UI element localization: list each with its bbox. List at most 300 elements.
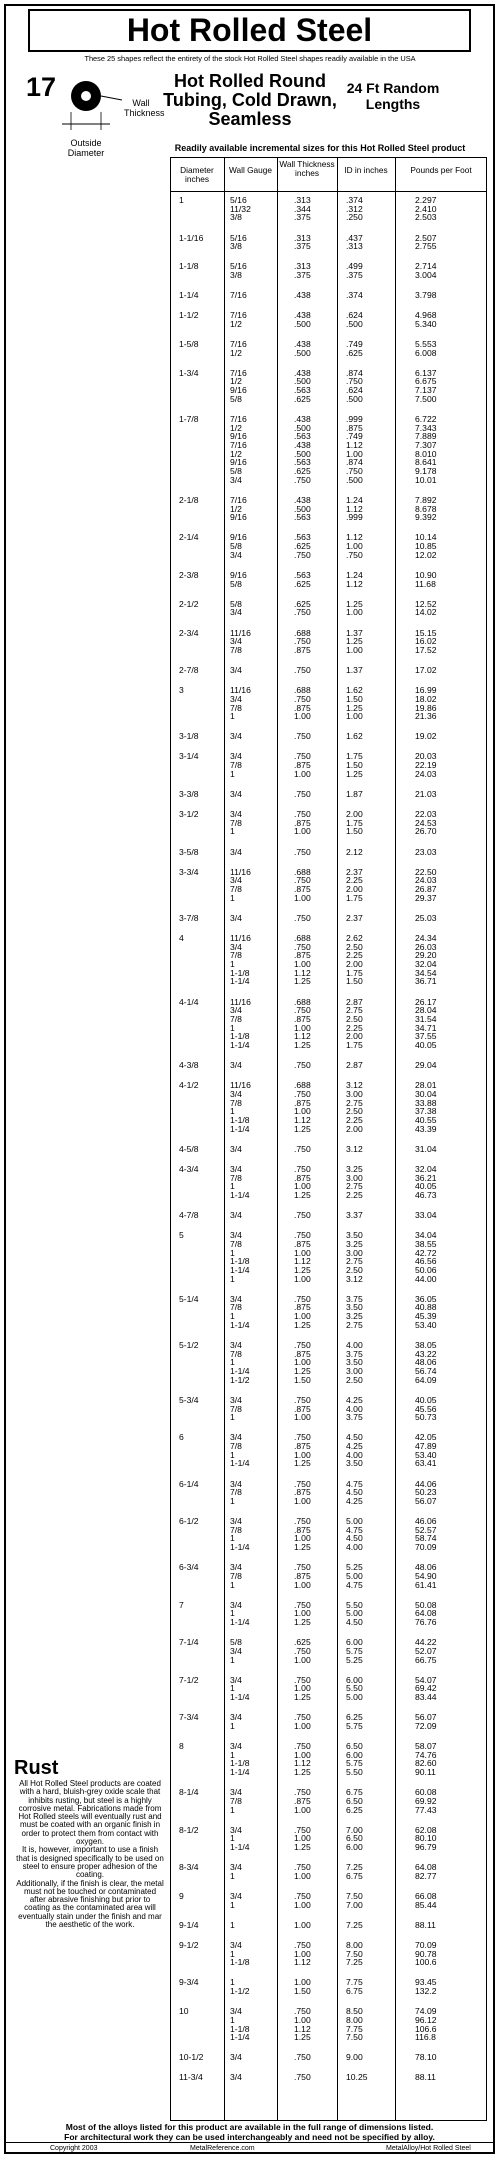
cell-inside-diameter: 3.50 3.25 3.00 2.75 2.50 3.12 [346,1230,363,1284]
cell-inside-diameter: 7.50 7.00 [346,1890,363,1910]
table-row [170,1341,487,1396]
table-row [170,732,487,752]
cell-wall-gauge: 7/16 1/2 9/16 7/16 1/2 9/16 5/8 3/4 [230,413,247,485]
cell-wall-gauge: 3/4 1 1-1/4 [230,1824,250,1853]
table-row [170,629,487,667]
cell-diameter: 2-1/2 [179,598,199,609]
cell-wall-gauge: 3/4 [230,731,242,742]
cell-wall-thickness: .750 [294,2052,311,2063]
table-row [170,1892,487,1921]
table-row [170,790,487,810]
cell-inside-diameter: 1.75 1.50 1.25 [346,751,363,779]
footer [4,2142,495,2155]
table-row [170,1863,487,1892]
cell-pounds-per-foot: 28.01 30.04 33.88 37.38 40.55 43.39 [415,1080,437,1134]
footnote-line-2: For architectural work they can be used interchangeably and need not be specified by alloy. [64,2132,435,2142]
cell-diameter: 1-1/4 [179,290,199,301]
col-header-diameter: Diameter inches [180,165,214,184]
cell-wall-gauge: 3/4 7/8 1 [230,1787,242,1815]
cell-diameter: 5-3/4 [179,1394,199,1405]
cell-wall-gauge: 9/16 5/8 3/4 [230,532,247,560]
cell-wall-gauge: 7/16 1/2 [230,310,247,329]
cell-pounds-per-foot: 15.15 16.02 17.52 [415,627,437,655]
cell-wall-gauge: 3/4 7/8 1 [230,1562,242,1590]
cell-inside-diameter: .999 .875 .749 1.12 1.00 .874 .750 .500 [346,413,363,485]
tube-bore [81,91,91,101]
cell-diameter: 4-1/2 [179,1080,199,1091]
cell-wall-gauge: 3/4 1 1-1/8 1-1/4 [230,1741,250,1778]
cell-wall-gauge: 5/8 3/4 [230,598,242,618]
table-row [170,600,487,629]
cell-diameter: 8 [179,1741,184,1751]
cell-wall-gauge: 3/4 7/8 1 1-1/4 [230,1432,250,1469]
table-row [170,1978,487,2007]
cell-wall-gauge: 3/4 1 [230,1890,242,1910]
table-row [170,1826,487,1864]
cell-inside-diameter: 7.25 6.75 [346,1862,363,1881]
cell-wall-thickness: .750 [294,2072,311,2083]
table-row [170,1061,487,1081]
col-header-id: ID in inches [344,165,388,175]
cell-pounds-per-foot: 74.09 96.12 106.6 116.8 [415,2006,437,2043]
cell-pounds-per-foot: 29.04 [415,1060,437,1071]
cell-pounds-per-foot: 42.05 47.89 53.40 63.41 [415,1432,437,1469]
cell-wall-gauge: 3/4 [230,1143,242,1154]
footnote [4,2122,495,2142]
table-row [170,1145,487,1165]
cell-diameter: 9 [179,1890,184,1901]
cell-wall-gauge: 11/16 3/4 7/8 1 [230,685,251,722]
cell-inside-diameter: 2.62 2.50 2.25 2.00 1.75 1.50 [346,932,363,987]
cell-wall-gauge: 11/16 3/4 7/8 1 1-1/8 1-1/4 [230,996,251,1051]
cell-diameter: 5-1/2 [179,1339,199,1350]
cell-inside-diameter: 6.00 5.75 5.25 [346,1637,363,1665]
cell-wall-thickness: .750 1.00 [294,1712,311,1731]
table-row [170,1480,487,1518]
cell-diameter: 7-3/4 [179,1712,199,1723]
cell-wall-gauge: 3/4 7/8 1 1-1/4 [230,1163,250,1200]
cell-pounds-per-foot: 10.14 10.85 12.02 [415,532,437,560]
cell-pounds-per-foot: 34.04 38.55 42.72 46.56 50.06 44.00 [415,1230,437,1284]
table-row [170,1788,487,1826]
cell-inside-diameter: 3.25 3.00 2.75 2.25 [346,1163,363,1200]
cell-inside-diameter: 1.12 1.00 .750 [346,532,363,560]
cell-pounds-per-foot: 88.11 [415,1919,436,1930]
cell-diameter: 2-1/8 [179,494,199,505]
cell-pounds-per-foot: 33.04 [415,1210,437,1221]
cell-wall-thickness: .563 .625 [294,569,311,589]
outside-diameter-label: Outside Diameter [67,138,105,158]
cell-diameter: 4 [179,932,184,943]
cell-diameter: 3-5/8 [179,846,199,857]
cell-inside-diameter: 3.12 [346,1143,363,1154]
stock-lengths: 24 Ft Random Lengths [346,80,440,112]
cell-pounds-per-foot: 60.08 69.92 77.43 [415,1787,437,1815]
cell-pounds-per-foot: 58.07 74.76 82.60 90.11 [415,1741,437,1778]
cell-wall-thickness: .750 .875 1.00 [294,1394,311,1423]
cell-diameter: 4-7/8 [179,1210,199,1221]
cell-diameter: 6-1/2 [179,1516,199,1527]
rust-text: All Hot Rolled Steel products are coated with a hard, bluish-grey oxide scale that inhibits rusting, but steel is a highly corrosive metal. Fabrications made from Hot Rolled steels will eventually rust and must be coated with an organic finish in order to protect them from contact with oxygen. It is, however, important to use a finish that is designed specifically to be used on steel to ensure proper adhesion of the coating. Additionally, if the finish is clear, the metal must not be touched or contaminated after abrasive finishing but prior to coating as the contaminated area will eventually stain under the finish and mar the aesthetic of the work. [16,1779,164,1930]
cell-inside-diameter: 1.24 1.12 .999 [346,494,363,523]
cell-inside-diameter: 1.62 1.50 1.25 1.00 [346,685,363,722]
cell-diameter: 10-1/2 [179,2052,204,2063]
cell-pounds-per-foot: 17.02 [415,665,437,676]
table-row [170,868,487,914]
cell-wall-gauge: 11/16 3/4 7/8 1 [230,866,251,903]
cell-wall-gauge: 3/4 7/8 1 1-1/8 1-1/4 1 [230,1230,250,1284]
cell-diameter: 4-1/4 [179,996,199,1007]
cell-wall-thickness: .750 .875 1.00 [294,1562,311,1590]
table-row [170,666,487,686]
table-row [170,291,487,311]
cell-inside-diameter: 5.50 5.00 4.50 [346,1599,363,1628]
cell-diameter: 2-7/8 [179,665,199,676]
cell-wall-thickness: .750 1.00 1.12 1.25 [294,2006,311,2043]
cell-wall-gauge: 1 [230,1919,235,1930]
cell-diameter: 4-5/8 [179,1143,199,1154]
cell-wall-thickness: 1.00 1.50 [294,1977,311,1997]
cell-diameter: 3-3/8 [179,788,199,799]
cell-inside-diameter: 3.12 3.00 2.75 2.50 2.25 2.00 [346,1080,363,1134]
cell-wall-gauge: 5/8 3/4 1 [230,1637,242,1665]
table-row [170,2007,487,2053]
cell-diameter: 3-7/8 [179,912,199,923]
cell-diameter: 2-3/8 [179,569,199,580]
cell-wall-gauge: 1 1-1/2 [230,1977,250,1997]
table-row [170,415,487,496]
table-row [170,1713,487,1742]
cell-wall-thickness: .750 1.00 1.25 [294,1599,311,1628]
cell-inside-diameter: 1.62 [346,731,363,742]
cell-wall-thickness: .688 .750 .875 1.00 1.12 1.25 [294,1080,311,1134]
cell-diameter: 8-1/2 [179,1824,199,1835]
wall-thickness-label: Wall Thickness [124,98,165,118]
cell-inside-diameter: 1.25 1.00 [346,598,363,618]
cell-pounds-per-foot: 24.34 26.03 29.20 32.04 34.54 36.71 [415,932,437,987]
table-row [170,1517,487,1563]
cell-pounds-per-foot: 10.90 11.68 [415,569,437,589]
cell-inside-diameter: 4.25 4.00 3.75 [346,1394,363,1423]
cell-wall-thickness: .438 [294,290,311,301]
cell-wall-thickness: .750 1.00 1.12 [294,1939,311,1968]
cell-wall-thickness: .688 .750 .875 1.00 1.12 1.25 [294,996,311,1051]
cell-wall-gauge: 3/4 7/8 1 [230,1394,242,1423]
cell-diameter: 7 [179,1599,184,1610]
cell-wall-thickness: .750 [294,665,311,676]
cell-wall-thickness: .750 1.00 [294,1862,311,1881]
cell-diameter: 2-1/4 [179,532,199,543]
table-row [170,1211,487,1231]
table-row [170,1396,487,1434]
table-row [170,1676,487,1714]
col-header-wall-gauge: Wall Gauge [228,165,273,175]
page-title: Hot Rolled Steel [28,9,471,52]
cell-inside-diameter: 6.75 6.50 6.25 [346,1787,363,1815]
cell-inside-diameter: 7.25 [346,1919,363,1930]
cell-inside-diameter: 7.00 6.50 6.00 [346,1824,363,1853]
cell-pounds-per-foot: 26.17 28.04 31.54 34.71 37.55 40.05 [415,996,437,1051]
table-row [170,1231,487,1295]
rust-heading: Rust [14,1757,59,1779]
cell-inside-diameter: 4.00 3.75 3.50 3.00 2.50 [346,1339,363,1385]
table-row [170,1295,487,1341]
cell-pounds-per-foot: 2.714 3.004 [415,261,437,280]
cell-wall-gauge: 3/4 1 [230,1712,242,1731]
cell-pounds-per-foot: 54.07 69.42 83.44 [415,1674,437,1703]
cell-pounds-per-foot: 70.09 90.78 100.6 [415,1939,437,1968]
cell-diameter: 9-1/4 [179,1919,199,1930]
cell-inside-diameter: .499 .375 [346,261,363,280]
cell-inside-diameter: 4.50 4.25 4.00 3.50 [346,1432,363,1469]
cell-wall-gauge: 5/16 3/8 [230,261,247,280]
cell-inside-diameter: .624 .500 [346,310,363,329]
table-row [170,1742,487,1788]
cell-pounds-per-foot: 44.06 50.23 56.07 [415,1478,437,1506]
product-name: Hot Rolled Round Tubing, Cold Drawn, Seamless [163,71,337,129]
table-row [170,1433,487,1479]
cell-wall-gauge: 3/4 7/8 1 [230,751,242,779]
cell-inside-diameter: .874 .750 .624 .500 [346,367,363,404]
cell-inside-diameter: .749 .625 [346,338,363,358]
cell-diameter: 2-3/4 [179,627,199,638]
cell-wall-thickness: .313 .375 [294,232,311,252]
cell-wall-gauge: 3/4 [230,1210,242,1221]
cell-inside-diameter: 2.00 1.75 1.50 [346,809,363,837]
cell-pounds-per-foot: 38.05 43.22 48.06 56.74 64.09 [415,1339,437,1385]
cell-diameter: 3-3/4 [179,866,199,877]
cell-wall-gauge: 3/4 [230,2072,242,2083]
table-row [170,496,487,534]
cell-wall-thickness: .750 1.00 1.25 [294,1674,311,1703]
cell-inside-diameter: 6.25 5.75 [346,1712,363,1731]
table-row [170,234,487,263]
cell-diameter: 7-1/4 [179,1637,199,1648]
cell-pounds-per-foot: 62.08 80.10 96.79 [415,1824,437,1853]
cell-diameter: 9-1/2 [179,1939,199,1950]
table-row [170,1921,487,1941]
cell-wall-gauge: 11/16 3/4 7/8 [230,627,251,655]
cell-wall-thickness: .750 .875 1.00 1.25 [294,1432,311,1469]
cell-pounds-per-foot: 88.11 [415,2072,436,2083]
cell-wall-thickness: .313 .344 .375 [294,195,311,223]
cell-diameter: 1-7/8 [179,413,199,424]
cell-wall-gauge: 11/16 3/4 7/8 1 1-1/8 1-1/4 [230,1080,251,1134]
cell-wall-thickness: .750 [294,1210,311,1221]
cell-diameter: 3-1/8 [179,731,199,742]
site-name: MetalReference.com [190,2145,255,2152]
table-row [170,1601,487,1639]
copyright: Copyright 2003 [50,2145,98,2152]
cell-pounds-per-foot: 22.03 24.53 26.70 [415,809,437,837]
wall-thickness-arrow [101,96,122,100]
cell-wall-thickness: .750 [294,731,311,742]
cell-wall-thickness: .750 .875 1.00 1.12 1.25 1.00 [294,1230,311,1284]
cell-wall-thickness: .750 .875 1.00 1.25 [294,1293,311,1330]
cell-wall-gauge: 3/4 [230,912,242,923]
cell-inside-diameter: 1.87 [346,788,363,799]
cell-wall-gauge: 3/4 1 1-1/4 [230,1599,250,1628]
cell-diameter: 1-5/8 [179,338,199,349]
cell-wall-gauge: 11/16 3/4 7/8 1 1-1/8 1-1/4 [230,932,251,987]
cell-inside-diameter: 3.37 [346,1210,363,1221]
cell-pounds-per-foot: 78.10 [415,2052,437,2063]
cell-pounds-per-foot: 19.02 [415,731,437,742]
cell-pounds-per-foot: 48.06 54.90 61.41 [415,1562,437,1590]
cell-wall-gauge: 3/4 [230,1060,242,1071]
cell-pounds-per-foot: 32.04 36.21 40.05 46.73 [415,1163,437,1200]
cell-wall-thickness: .750 .875 1.00 1.25 [294,1516,311,1553]
cell-pounds-per-foot: 36.05 40.88 45.39 53.40 [415,1293,437,1330]
cell-inside-diameter: 5.00 4.75 4.50 4.00 [346,1516,363,1553]
cell-inside-diameter: 7.75 6.75 [346,1977,363,1997]
cell-wall-gauge: 3/4 1 1-1/8 [230,1939,250,1968]
cell-wall-gauge: 3/4 7/8 1 1-1/4 [230,1293,250,1330]
cell-wall-gauge: 5/16 3/8 [230,232,247,252]
cell-wall-thickness: .750 [294,788,311,799]
cell-pounds-per-foot: 25.03 [415,912,437,923]
cell-wall-thickness: .750 .875 1.00 1.25 [294,1163,311,1200]
cell-wall-gauge: 3/4 1 [230,1862,242,1881]
cell-pounds-per-foot: 21.03 [415,788,437,799]
cell-diameter: 6-1/4 [179,1478,199,1489]
cell-pounds-per-foot: 56.07 72.09 [415,1712,437,1731]
cell-inside-diameter: 9.00 [346,2052,363,2063]
cell-pounds-per-foot: 2.507 2.755 [415,232,437,252]
col-header-wall-thickness: Wall Thickness inches [279,159,335,178]
shape-number: 17 [26,72,57,102]
cell-wall-gauge: 3/4 7/8 1 1-1/4 [230,1516,250,1553]
cell-inside-diameter: 6.50 6.00 5.75 5.50 [346,1741,363,1778]
cell-wall-thickness: 1.00 [294,1919,311,1930]
cell-diameter: 5-1/4 [179,1293,199,1304]
cell-diameter: 10 [179,2006,189,2017]
cell-wall-thickness: .750 1.00 1.12 1.25 [294,1741,311,1778]
cell-diameter: 7-1/2 [179,1674,199,1685]
cell-wall-gauge: 7/16 1/2 9/16 5/8 [230,367,247,404]
cell-inside-diameter: .437 .313 [346,232,363,252]
table-row [170,914,487,934]
table-row [170,1638,487,1676]
table-caption: Readily available incremental sizes for this Hot Rolled Steel product [174,143,466,153]
cell-wall-gauge: 3/4 7/8 1 [230,809,242,837]
cell-diameter: 1-1/2 [179,310,199,321]
cell-inside-diameter: 5.25 5.00 4.75 [346,1562,363,1590]
table-row [170,2053,487,2073]
cell-wall-thickness: .750 [294,1060,311,1071]
cell-inside-diameter: 10.25 [346,2072,368,2083]
table-row [170,571,487,600]
cell-diameter: 11-3/4 [179,2072,203,2083]
cell-inside-diameter: 2.12 [346,846,363,857]
cell-pounds-per-foot: 12.52 14.02 [415,598,437,618]
cell-inside-diameter: 1.24 1.12 [346,569,363,589]
page-subtitle: These 25 shapes reflect the entirety of the stock Hot Rolled Steel shapes readily available in the USA [84,54,416,63]
col-header-pounds-per-foot: Pounds per Foot [410,165,472,175]
table-row [170,1563,487,1601]
table-row [170,1081,487,1145]
table-row [170,934,487,998]
cell-diameter: 1 [179,195,184,205]
cell-inside-diameter: 2.87 2.75 2.50 2.25 2.00 1.75 [346,996,363,1051]
table-row [170,752,487,790]
cell-inside-diameter: 4.75 4.50 4.25 [346,1478,363,1506]
table-row [170,686,487,732]
cell-wall-gauge: 7/16 1/2 [230,338,247,358]
cell-wall-thickness: .750 .875 1.00 [294,1478,311,1506]
table-body [170,196,487,2094]
cell-diameter: 1-1/16 [179,232,204,243]
table-row [170,1941,487,1979]
cell-diameter: 8-3/4 [179,1862,199,1873]
cell-pounds-per-foot: 6.722 7.343 7.889 7.307 8.010 8.641 9.178 10.01 [415,413,437,485]
cell-pounds-per-foot: 31.04 [415,1143,437,1154]
cell-diameter: 3-1/2 [179,809,199,820]
cell-wall-thickness: .750 .875 1.00 [294,1787,311,1815]
cell-wall-thickness: .750 .875 1.00 1.25 1.50 [294,1339,311,1385]
cell-wall-gauge: 7/16 [230,290,247,301]
table-row [170,1165,487,1211]
cell-wall-thickness: .438 .500 [294,310,311,329]
cell-pounds-per-foot: 64.08 82.77 [415,1862,437,1881]
cell-wall-gauge: 3/4 1 1-1/8 1-1/4 [230,2006,250,2043]
cell-pounds-per-foot: 44.22 52.07 66.75 [415,1637,437,1665]
cell-wall-thickness: .750 1.00 1.25 [294,1824,311,1853]
cell-pounds-per-foot: 20.03 22.19 24.03 [415,751,437,779]
table-row [170,369,487,415]
cell-wall-thickness: .750 [294,912,311,923]
table-row [170,810,487,848]
cell-pounds-per-foot: 5.553 6.008 [415,338,437,358]
cell-diameter: 4-3/8 [179,1060,199,1071]
table-row [170,311,487,340]
cell-wall-thickness: .625 .750 1.00 [294,1637,311,1665]
table-row [170,262,487,291]
cell-inside-diameter: 2.37 2.25 2.00 1.75 [346,866,363,903]
table-row [170,196,487,234]
cell-wall-gauge: 5/16 11/32 3/8 [230,195,251,223]
cell-inside-diameter: 6.00 5.50 5.00 [346,1674,363,1703]
cell-wall-gauge: 3/4 [230,665,242,676]
cell-wall-thickness: .750 1.00 [294,1890,311,1910]
cell-diameter: 6 [179,1432,184,1443]
cell-wall-gauge: 3/4 7/8 1 1-1/4 1-1/2 [230,1339,250,1385]
cell-wall-thickness: .750 [294,1143,311,1154]
cell-wall-thickness: .750 [294,846,311,857]
cell-inside-diameter: 1.37 1.25 1.00 [346,627,363,655]
cell-pounds-per-foot: 3.798 [415,290,437,301]
cell-diameter: 1-3/4 [179,367,199,378]
cell-wall-gauge: 7/16 1/2 9/16 [230,494,247,523]
cell-pounds-per-foot: 66.08 85.44 [415,1890,437,1910]
table-row [170,998,487,1062]
cell-wall-thickness: .438 .500 .563 [294,494,311,523]
cell-inside-diameter: 1.37 [346,665,363,676]
cell-wall-thickness: .438 .500 .563 .438 .500 .563 .625 .750 [294,413,311,485]
cell-inside-diameter: .374 [346,290,363,301]
cell-inside-diameter: 3.75 3.50 3.25 2.75 [346,1293,363,1330]
cell-wall-thickness: .750 .875 1.00 [294,751,311,779]
cell-diameter: 9-3/4 [179,1977,199,1988]
cell-wall-thickness: .625 .750 [294,598,311,618]
cell-wall-thickness: .688 .750 .875 [294,627,311,655]
cell-inside-diameter: 8.00 7.50 7.25 [346,1939,363,1968]
cell-inside-diameter: 8.50 8.00 7.75 7.50 [346,2006,363,2043]
table-row [170,533,487,571]
cell-wall-gauge: 3/4 [230,846,242,857]
cell-wall-gauge: 9/16 5/8 [230,569,247,589]
cell-diameter: 6-3/4 [179,1562,199,1573]
